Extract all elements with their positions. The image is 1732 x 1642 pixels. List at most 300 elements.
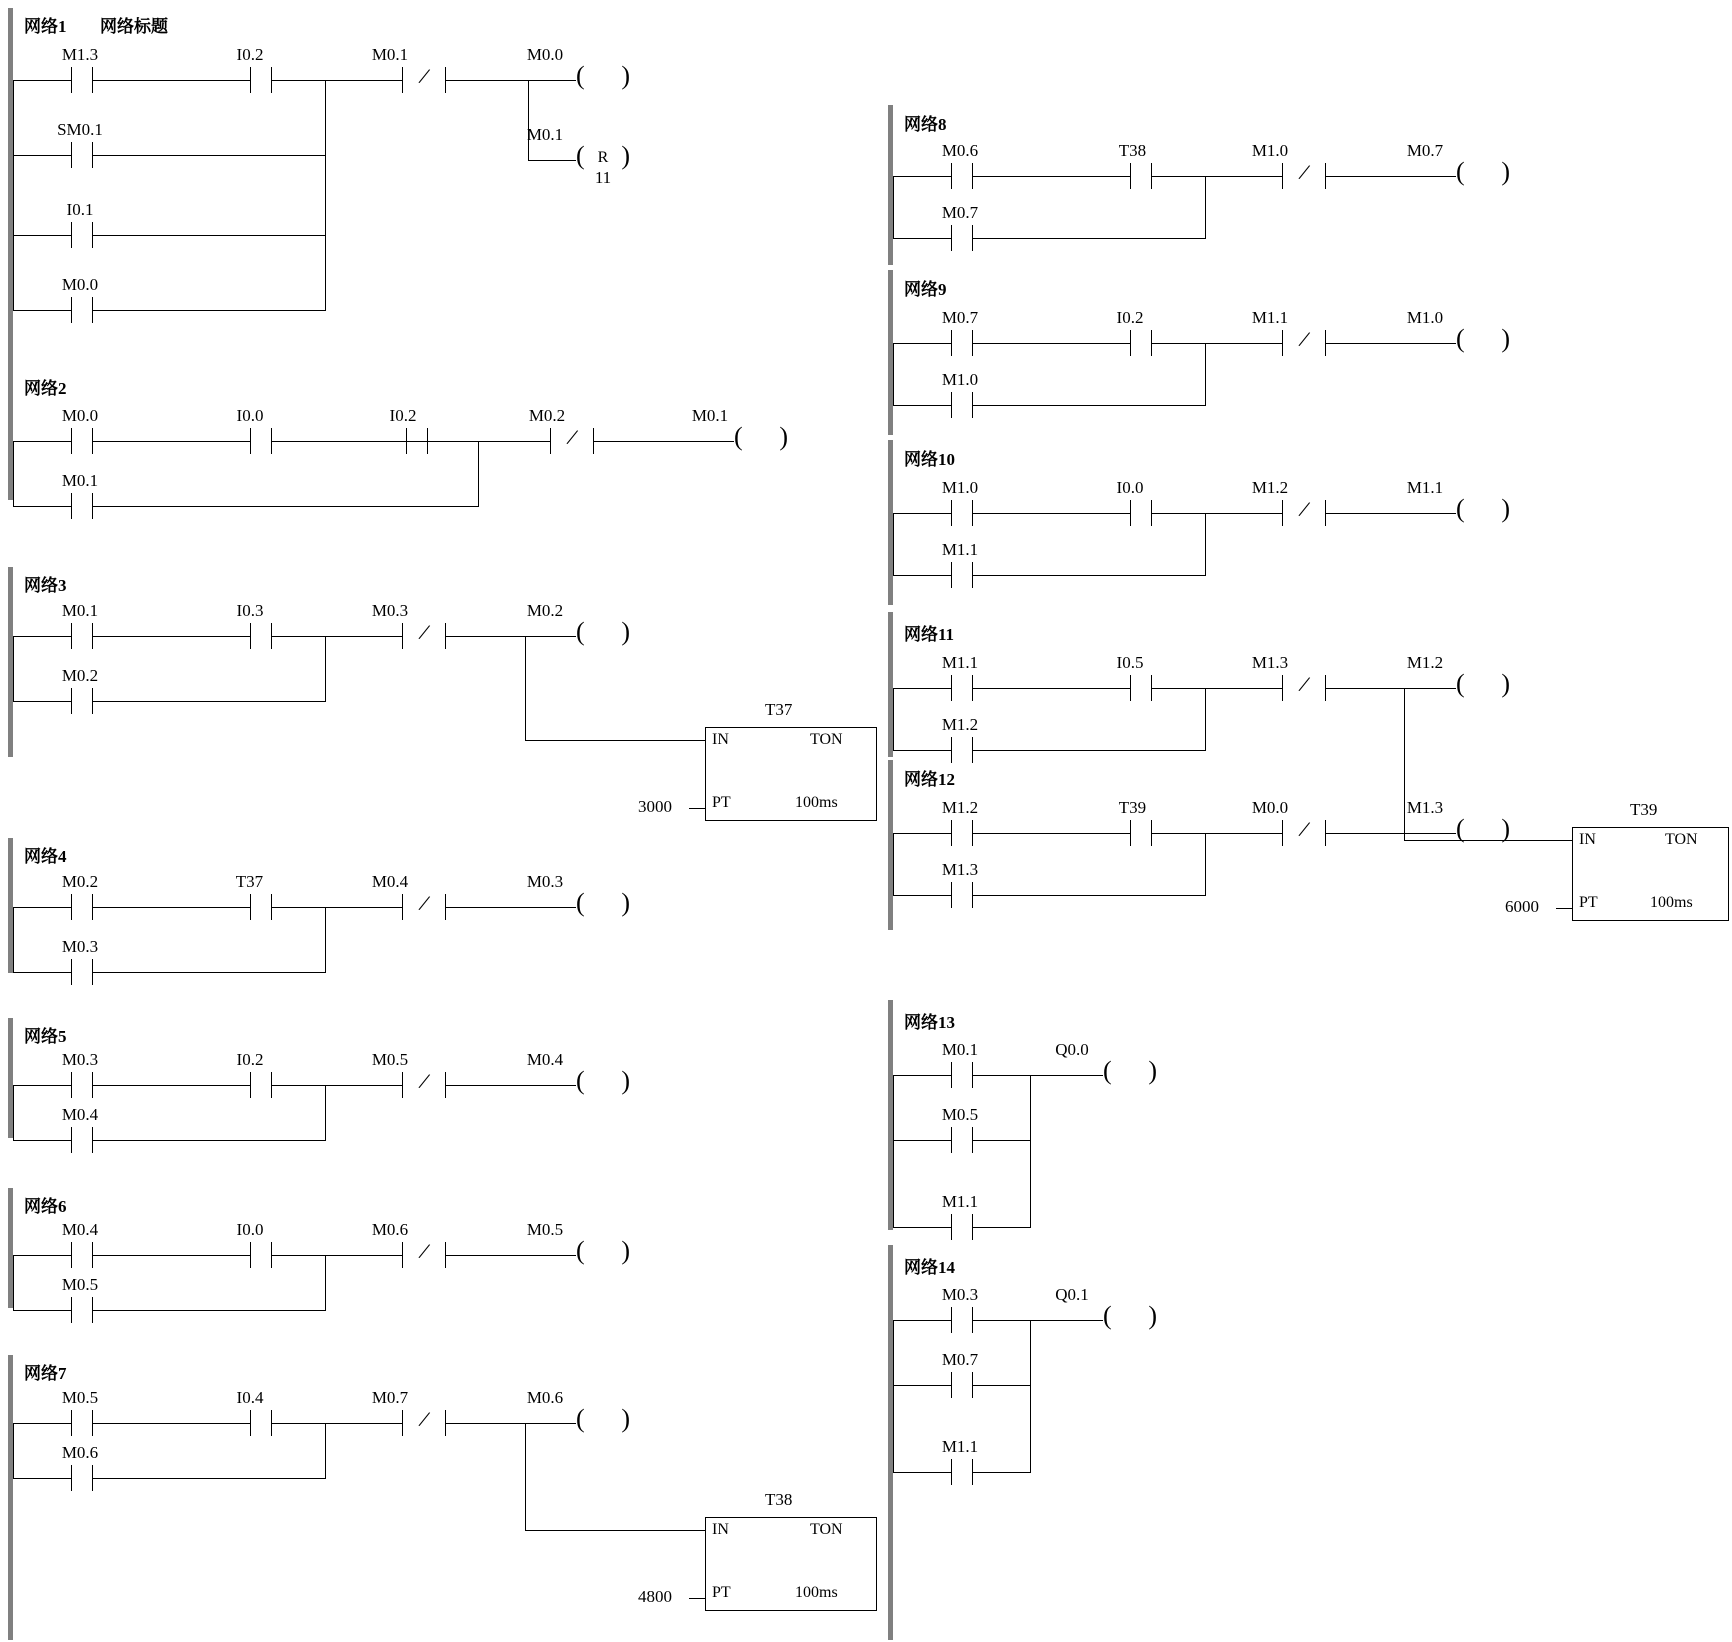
contact-label-n13-c3: M1.1	[941, 1192, 979, 1211]
contact-label-n3-c4: M0.2	[61, 666, 99, 685]
wire	[93, 1085, 250, 1086]
timer-base-t38: 100ms	[795, 1584, 838, 1601]
wire	[973, 1472, 1031, 1473]
contact-n10-m10[interactable]	[951, 500, 973, 526]
wire	[1152, 833, 1282, 834]
network-label-n8: 网络8	[904, 115, 947, 134]
contact-n8-m10-nc[interactable]: /	[1282, 163, 1326, 189]
wire	[272, 80, 402, 81]
coil-m00[interactable]: ( )	[576, 61, 630, 90]
contact-label-n11-c3: M1.3	[1251, 653, 1289, 672]
wire	[973, 238, 1206, 239]
contact-label-n11-c4: M1.2	[941, 715, 979, 734]
timer-pt-value-t37: 3000	[638, 797, 672, 816]
contact-label-n8-c4: M0.7	[941, 203, 979, 222]
contact-label-n2-c2: I0.0	[236, 406, 264, 425]
wire	[893, 1385, 951, 1386]
wire	[93, 1423, 250, 1424]
contact-n13-m01[interactable]	[951, 1062, 973, 1088]
contact-n7-m06[interactable]	[71, 1465, 93, 1491]
wire	[93, 235, 326, 236]
wire	[1205, 513, 1206, 575]
contact-n7-i04[interactable]	[250, 1410, 272, 1436]
network-label-n13: 网络13	[904, 1013, 955, 1032]
wire	[13, 235, 71, 236]
wire	[973, 750, 1206, 751]
contact-n8-m06[interactable]	[951, 163, 973, 189]
contact-label-m01-n1: M0.1	[371, 45, 409, 64]
contact-label-n4-c4: M0.3	[61, 937, 99, 956]
wire	[893, 1472, 951, 1473]
network-label-n1: 网络1	[24, 17, 67, 36]
wire	[13, 1478, 71, 1479]
coil-label-n14: Q0.1	[1055, 1285, 1089, 1304]
coil-reset-count: 11	[594, 168, 612, 187]
contact-label-n11-c2: I0.5	[1116, 653, 1144, 672]
wire	[893, 895, 951, 896]
contact-n2-m02-nc[interactable]: /	[550, 428, 594, 454]
coil-label-m01-reset: M0.1	[526, 125, 564, 144]
wire	[1326, 343, 1456, 344]
contact-label-n2-c4: M0.2	[528, 406, 566, 425]
wire	[1326, 688, 1456, 689]
coil-label-m00: M0.0	[526, 45, 564, 64]
contact-n3-m03-nc[interactable]: /	[402, 623, 446, 649]
timer-pt-label-t39: PT	[1579, 894, 1598, 911]
wire	[973, 513, 1130, 514]
wire	[973, 1140, 1031, 1141]
wire	[325, 80, 326, 310]
wire	[1326, 176, 1456, 177]
coil-n2-m01[interactable]: ( )	[734, 422, 788, 451]
contact-label-n9-c4: M1.0	[941, 370, 979, 389]
wire	[973, 833, 1130, 834]
contact-label-n6-c1: M0.4	[61, 1220, 99, 1239]
contact-n12-t39[interactable]	[1130, 820, 1152, 846]
contact-n14-m11[interactable]	[951, 1459, 973, 1485]
contact-label-n5-c1: M0.3	[61, 1050, 99, 1069]
wire	[428, 441, 550, 442]
network-label-n2: 网络2	[24, 379, 67, 398]
wire	[446, 907, 576, 908]
network-label-n12: 网络12	[904, 770, 955, 789]
coil-label-n4: M0.3	[526, 872, 564, 891]
wire	[93, 80, 250, 81]
wire	[13, 80, 14, 310]
wire	[1152, 343, 1282, 344]
wire	[973, 1385, 1031, 1386]
timer-type-t38: TON	[810, 1521, 843, 1538]
wire	[93, 1140, 326, 1141]
contact-label-n12-c1: M1.2	[941, 798, 979, 817]
wire	[528, 160, 576, 161]
contact-label-i01: I0.1	[66, 200, 94, 219]
network-label-n9: 网络9	[904, 280, 947, 299]
contact-label-n13-c1: M0.1	[941, 1040, 979, 1059]
wire	[893, 176, 894, 238]
wire	[1152, 176, 1282, 177]
contact-n11-i05[interactable]	[1130, 675, 1152, 701]
network-label-n14: 网络14	[904, 1258, 955, 1277]
wire	[1030, 1075, 1031, 1227]
contact-label-n6-c2: I0.0	[236, 1220, 264, 1239]
network-label-n7: 网络7	[24, 1364, 67, 1383]
wire	[272, 1255, 402, 1256]
contact-n11-m13-nc[interactable]: /	[1282, 675, 1326, 701]
contact-i01[interactable]	[71, 222, 93, 248]
network-label-n11: 网络11	[904, 625, 955, 644]
contact-label-n14-c1: M0.3	[941, 1285, 979, 1304]
contact-label-n5-c2: I0.2	[236, 1050, 264, 1069]
network-label-n4: 网络4	[24, 847, 67, 866]
wire	[13, 907, 71, 908]
contact-n9-i02[interactable]	[1130, 330, 1152, 356]
coil-n12-m13[interactable]: ( )	[1456, 814, 1510, 843]
wire	[13, 441, 14, 506]
contact-label-n12-c2: T39	[1118, 798, 1147, 817]
wire	[13, 155, 71, 156]
coil-n7-m06[interactable]: ( )	[576, 1404, 630, 1433]
contact-label-n4-c3: M0.4	[371, 872, 409, 891]
wire	[93, 155, 326, 156]
contact-n6-m04[interactable]	[71, 1242, 93, 1268]
wire	[689, 1598, 705, 1599]
coil-label-n10: M1.1	[1406, 478, 1444, 497]
wire	[893, 833, 894, 895]
timer-base-t39: 100ms	[1650, 894, 1693, 911]
contact-n5-m03[interactable]	[71, 1072, 93, 1098]
contact-label-n14-c2: M0.7	[941, 1350, 979, 1369]
wire	[893, 833, 951, 834]
contact-label-i02: I0.2	[236, 45, 264, 64]
wire	[13, 1423, 14, 1478]
network-label-n3: 网络3	[24, 576, 67, 595]
contact-label-n7-c4: M0.6	[61, 1443, 99, 1462]
contact-label-n2-c3: I0.2	[389, 406, 417, 425]
wire	[525, 1530, 705, 1531]
network-label-n6: 网络6	[24, 1197, 67, 1216]
coil-n8-m07[interactable]: ( )	[1456, 157, 1510, 186]
wire	[13, 907, 14, 972]
contact-label-n12-c3: M0.0	[1251, 798, 1289, 817]
contact-label-n4-c2: T37	[235, 872, 264, 891]
wire	[973, 343, 1130, 344]
contact-m13[interactable]	[71, 67, 93, 93]
contact-n7-m05[interactable]	[71, 1410, 93, 1436]
wire	[13, 636, 14, 701]
contact-n9-m10[interactable]	[951, 392, 973, 418]
contact-label-n6-c3: M0.6	[371, 1220, 409, 1239]
wire	[93, 907, 250, 908]
contact-label-n8-c3: M1.0	[1251, 141, 1289, 160]
wire	[13, 1085, 14, 1140]
network-label-n10: 网络10	[904, 450, 955, 469]
timer-type-t39: TON	[1665, 831, 1698, 848]
wire	[973, 575, 1206, 576]
wire	[13, 972, 71, 973]
wire	[272, 907, 402, 908]
wire	[446, 80, 576, 81]
contact-n10-m12-nc[interactable]: /	[1282, 500, 1326, 526]
contact-n4-m02[interactable]	[71, 894, 93, 920]
contact-n3-m02[interactable]	[71, 688, 93, 714]
wire	[1205, 688, 1206, 750]
timer-in-label-t38: IN	[712, 1521, 729, 1538]
contact-label-n10-c2: I0.0	[1116, 478, 1144, 497]
wire	[446, 1423, 576, 1424]
timer-base-t37: 100ms	[795, 794, 838, 811]
wire	[893, 238, 951, 239]
timer-pt-label-t38: PT	[712, 1584, 731, 1601]
wire	[13, 441, 71, 442]
coil-n13-q00[interactable]: ( )	[1103, 1056, 1157, 1085]
wire	[893, 1075, 894, 1227]
contact-label-m13: M1.3	[61, 45, 99, 64]
coil-n6-m05[interactable]: ( )	[576, 1236, 630, 1265]
timer-type-t37: TON	[810, 731, 843, 748]
wire	[973, 895, 1206, 896]
timer-in-label-t37: IN	[712, 731, 729, 748]
contact-n9-m11-nc[interactable]: /	[1282, 330, 1326, 356]
contact-n10-i00[interactable]	[1130, 500, 1152, 526]
contact-n2-m00[interactable]	[71, 428, 93, 454]
coil-label-n13: Q0.0	[1055, 1040, 1089, 1059]
wire	[13, 1255, 14, 1310]
contact-n4-m03[interactable]	[71, 959, 93, 985]
wire	[93, 1310, 326, 1311]
contact-label-n2-c1: M0.0	[61, 406, 99, 425]
coil-label-n3: M0.2	[526, 601, 564, 620]
contact-n8-m07[interactable]	[951, 225, 973, 251]
coil-label-n8: M0.7	[1406, 141, 1444, 160]
contact-label-n2-c5: M0.1	[61, 471, 99, 490]
coil-label-n2: M0.1	[691, 406, 729, 425]
contact-label-n5-c3: M0.5	[371, 1050, 409, 1069]
contact-label-m00-n1: M0.0	[61, 275, 99, 294]
contact-label-n9-c3: M1.1	[1251, 308, 1289, 327]
wire	[1152, 688, 1282, 689]
wire	[13, 1085, 71, 1086]
timer-pt-value-t39: 6000	[1505, 897, 1539, 916]
wire	[272, 441, 427, 442]
timer-name-t39: T39	[1630, 800, 1658, 819]
wire	[93, 310, 326, 311]
wire	[893, 405, 951, 406]
contact-n10-m11[interactable]	[951, 562, 973, 588]
wire	[525, 1423, 526, 1530]
wire	[325, 636, 326, 701]
contact-label-n10-c4: M1.1	[941, 540, 979, 559]
wire	[893, 1140, 951, 1141]
coil-n9-m10[interactable]: ( )	[1456, 324, 1510, 353]
wire	[973, 1227, 1031, 1228]
wire	[478, 441, 479, 506]
wire	[13, 1423, 71, 1424]
contact-label-n7-c3: M0.7	[371, 1388, 409, 1407]
contact-label-n10-c1: M1.0	[941, 478, 979, 497]
wire	[13, 80, 71, 81]
contact-label-n13-c2: M0.5	[941, 1105, 979, 1124]
contact-n8-t38[interactable]	[1130, 163, 1152, 189]
wire	[93, 1255, 250, 1256]
wire	[893, 1227, 951, 1228]
contact-label-n9-c2: I0.2	[1116, 308, 1144, 327]
wire	[13, 310, 71, 311]
wire	[325, 907, 326, 972]
wire	[973, 1075, 1103, 1076]
wire	[93, 972, 326, 973]
wire	[93, 636, 250, 637]
wire	[1556, 908, 1572, 909]
wire	[893, 513, 894, 575]
contact-n3-m01[interactable]	[71, 623, 93, 649]
coil-label-n9: M1.0	[1406, 308, 1444, 327]
coil-m01-reset[interactable]: ( ) R	[576, 141, 630, 170]
contact-n6-i00[interactable]	[250, 1242, 272, 1268]
coil-n4-m03[interactable]: ( )	[576, 888, 630, 917]
coil-n3-m02[interactable]: ( )	[576, 617, 630, 646]
wire	[13, 636, 71, 637]
wire	[325, 1255, 326, 1310]
power-rail-n7	[8, 1355, 13, 1640]
wire	[1030, 1320, 1031, 1472]
wire	[93, 506, 479, 507]
coil-n14-q01[interactable]: ( )	[1103, 1301, 1157, 1330]
contact-n6-m05[interactable]	[71, 1297, 93, 1323]
contact-n2-i00[interactable]	[250, 428, 272, 454]
coil-label-n7: M0.6	[526, 1388, 564, 1407]
contact-label-n14-c3: M1.1	[941, 1437, 979, 1456]
coil-n11-m12[interactable]: ( )	[1456, 669, 1510, 698]
wire	[528, 80, 529, 160]
wire	[1205, 343, 1206, 405]
contact-i02[interactable]	[250, 67, 272, 93]
power-rail-left-n1	[8, 8, 13, 40]
contact-n4-t37[interactable]	[250, 894, 272, 920]
coil-label-n6: M0.5	[526, 1220, 564, 1239]
contact-n2-m01[interactable]	[71, 493, 93, 519]
contact-n2-i02[interactable]	[406, 428, 428, 454]
wire	[973, 688, 1130, 689]
contact-n3-i03[interactable]	[250, 623, 272, 649]
timer-in-label-t39: IN	[1579, 831, 1596, 848]
wire	[13, 701, 71, 702]
contact-label-n12-c4: M1.3	[941, 860, 979, 879]
contact-label-n6-c4: M0.5	[61, 1275, 99, 1294]
contact-n6-m06-nc[interactable]: /	[402, 1242, 446, 1268]
wire	[1152, 513, 1282, 514]
wire	[893, 688, 894, 750]
wire	[1205, 833, 1206, 895]
contact-label-n3-c3: M0.3	[371, 601, 409, 620]
wire	[525, 740, 705, 741]
wire	[893, 513, 951, 514]
wire	[446, 636, 576, 637]
wire	[93, 441, 250, 442]
wire	[594, 441, 734, 442]
contact-m01-nc[interactable]: /	[402, 67, 446, 93]
wire	[272, 1423, 402, 1424]
contact-n5-i02[interactable]	[250, 1072, 272, 1098]
wire	[525, 636, 526, 740]
contact-label-n3-c1: M0.1	[61, 601, 99, 620]
contact-label-sm01: SM0.1	[57, 120, 103, 139]
wire	[272, 636, 402, 637]
contact-n12-m00-nc[interactable]: /	[1282, 820, 1326, 846]
timer-name-t38: T38	[765, 1490, 793, 1509]
contact-n7-m07-nc[interactable]: /	[402, 1410, 446, 1436]
coil-n10-m11[interactable]: ( )	[1456, 494, 1510, 523]
wire	[1326, 833, 1456, 834]
contact-label-n3-c2: I0.3	[236, 601, 264, 620]
contact-n11-m12[interactable]	[951, 737, 973, 763]
wire	[325, 1085, 326, 1140]
wire	[973, 176, 1130, 177]
wire	[893, 343, 894, 405]
contact-m00[interactable]	[71, 297, 93, 323]
contact-label-n9-c1: M0.7	[941, 308, 979, 327]
wire	[893, 575, 951, 576]
contact-n5-m04[interactable]	[71, 1127, 93, 1153]
network-title-n1: 网络标题	[100, 17, 168, 36]
wire	[13, 1255, 71, 1256]
contact-label-n4-c1: M0.2	[61, 872, 99, 891]
wire	[1205, 176, 1206, 238]
contact-n9-m07[interactable]	[951, 330, 973, 356]
timer-name-t37: T37	[765, 700, 793, 719]
wire	[13, 1140, 71, 1141]
network-label-n5: 网络5	[24, 1027, 67, 1046]
coil-reset-letter: R	[597, 149, 609, 166]
coil-n5-m04[interactable]: ( )	[576, 1066, 630, 1095]
contact-n12-m13[interactable]	[951, 882, 973, 908]
wire	[893, 750, 951, 751]
wire	[446, 1255, 576, 1256]
contact-n12-m12[interactable]	[951, 820, 973, 846]
contact-n14-m07[interactable]	[951, 1372, 973, 1398]
wire	[973, 405, 1206, 406]
wire	[325, 1423, 326, 1478]
wire	[893, 343, 951, 344]
contact-n13-m11[interactable]	[951, 1214, 973, 1240]
contact-label-n7-c2: I0.4	[236, 1388, 264, 1407]
wire	[893, 176, 951, 177]
coil-label-n12: M1.3	[1406, 798, 1444, 817]
wire	[93, 701, 326, 702]
contact-label-n8-c1: M0.6	[941, 141, 979, 160]
wire	[893, 1320, 894, 1472]
contact-sm01[interactable]	[71, 142, 93, 168]
contact-n11-m11[interactable]	[951, 675, 973, 701]
contact-label-n11-c1: M1.1	[941, 653, 979, 672]
coil-label-n5: M0.4	[526, 1050, 564, 1069]
wire	[13, 506, 71, 507]
contact-n5-m05-nc[interactable]: /	[402, 1072, 446, 1098]
wire	[93, 1478, 326, 1479]
wire	[689, 808, 705, 809]
contact-n13-m05[interactable]	[951, 1127, 973, 1153]
contact-n14-m03[interactable]	[951, 1307, 973, 1333]
contact-label-n8-c2: T38	[1118, 141, 1147, 160]
wire	[272, 1085, 402, 1086]
wire	[1326, 513, 1456, 514]
contact-label-n7-c1: M0.5	[61, 1388, 99, 1407]
contact-n4-m04-nc[interactable]: /	[402, 894, 446, 920]
coil-label-n11: M1.2	[1406, 653, 1444, 672]
wire	[973, 1320, 1103, 1321]
wire	[893, 1075, 951, 1076]
timer-pt-value-t38: 4800	[638, 1587, 672, 1606]
